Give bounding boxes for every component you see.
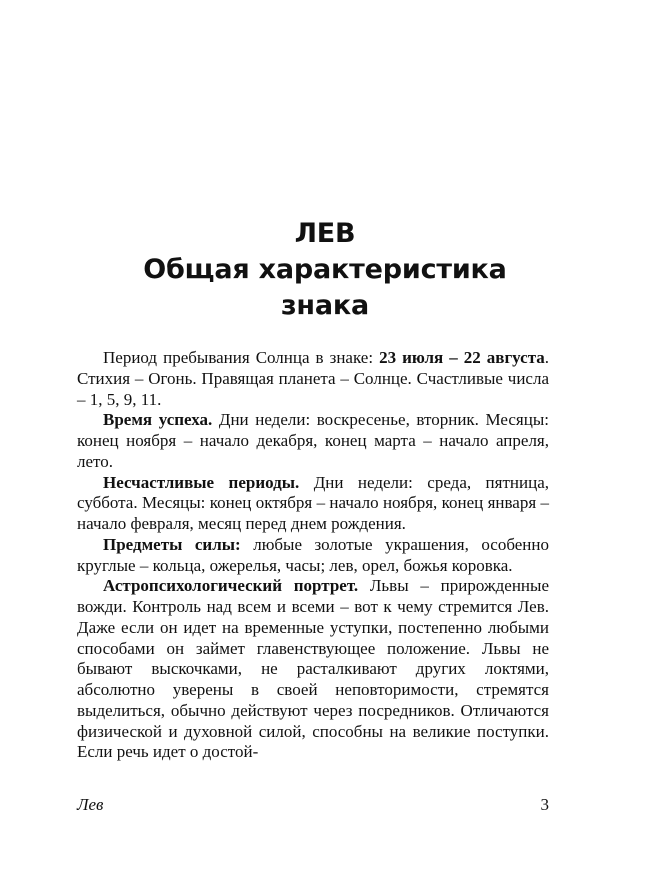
body-text (77, 348, 549, 763)
heading-subtitle-line1: Общая характеристика (143, 254, 507, 285)
power-objects-text: любые золотые украшения, особенно круглые – кольца, ожерелья, часы; лев, орел, божья коровка. (77, 534, 549, 575)
period-text-post: . Стихия – Огонь. Правящая планета – Солнце. Счастливые числа – 1, 5, 9, 11. (77, 348, 549, 409)
success-time-heading: Время успеха. (103, 410, 213, 430)
running-title: Лев (77, 795, 104, 814)
heading-sign-name: ЛЕВ (294, 218, 356, 249)
paragraph-unlucky-periods (77, 473, 549, 535)
power-objects-heading: Предметы силы: (103, 534, 241, 554)
heading-subtitle-line2: знака (280, 290, 370, 321)
period-dates: 23 июля – 22 августа (379, 348, 545, 367)
success-time-text: Дни недели: воскресенье, вторник. Месяцы: конец ноября – начало декабря, конец марта – начало апреля, лето. (77, 410, 549, 471)
chapter-heading (0, 216, 650, 324)
page-number: 3 (540, 795, 549, 814)
unlucky-periods-heading: Несчастливые периоды. (103, 472, 300, 492)
portrait-heading: Астропсихологический портрет. (103, 576, 359, 596)
paragraph-portrait (77, 576, 549, 763)
period-text-pre: Период пребывания Солнца в знаке: (103, 348, 380, 367)
unlucky-periods-text: Дни недели: среда, пятница, суббота. Месяцы: конец октября – начало ноября, конец января – начало февраля, месяц перед днем рождения. (77, 472, 549, 533)
paragraph-period (77, 348, 549, 410)
portrait-text: Львы – прирожденные вожди. Контроль над всем и всеми – вот к чему стремится Лев. Даже если он идет на временные уступки, постепенно любыми способами он займет главенствующее положение. Львы не бывают выскочками, не расталкивают других локтями, абсолютно уверены в своей неповторимости, стремятся выделиться, обычно действуют через посредников. Отличаются физической и духовной силой, способны на великие поступки. Если речь идет о достой- (77, 576, 550, 762)
paragraph-success-time (77, 410, 549, 472)
paragraph-power-objects (77, 535, 549, 577)
